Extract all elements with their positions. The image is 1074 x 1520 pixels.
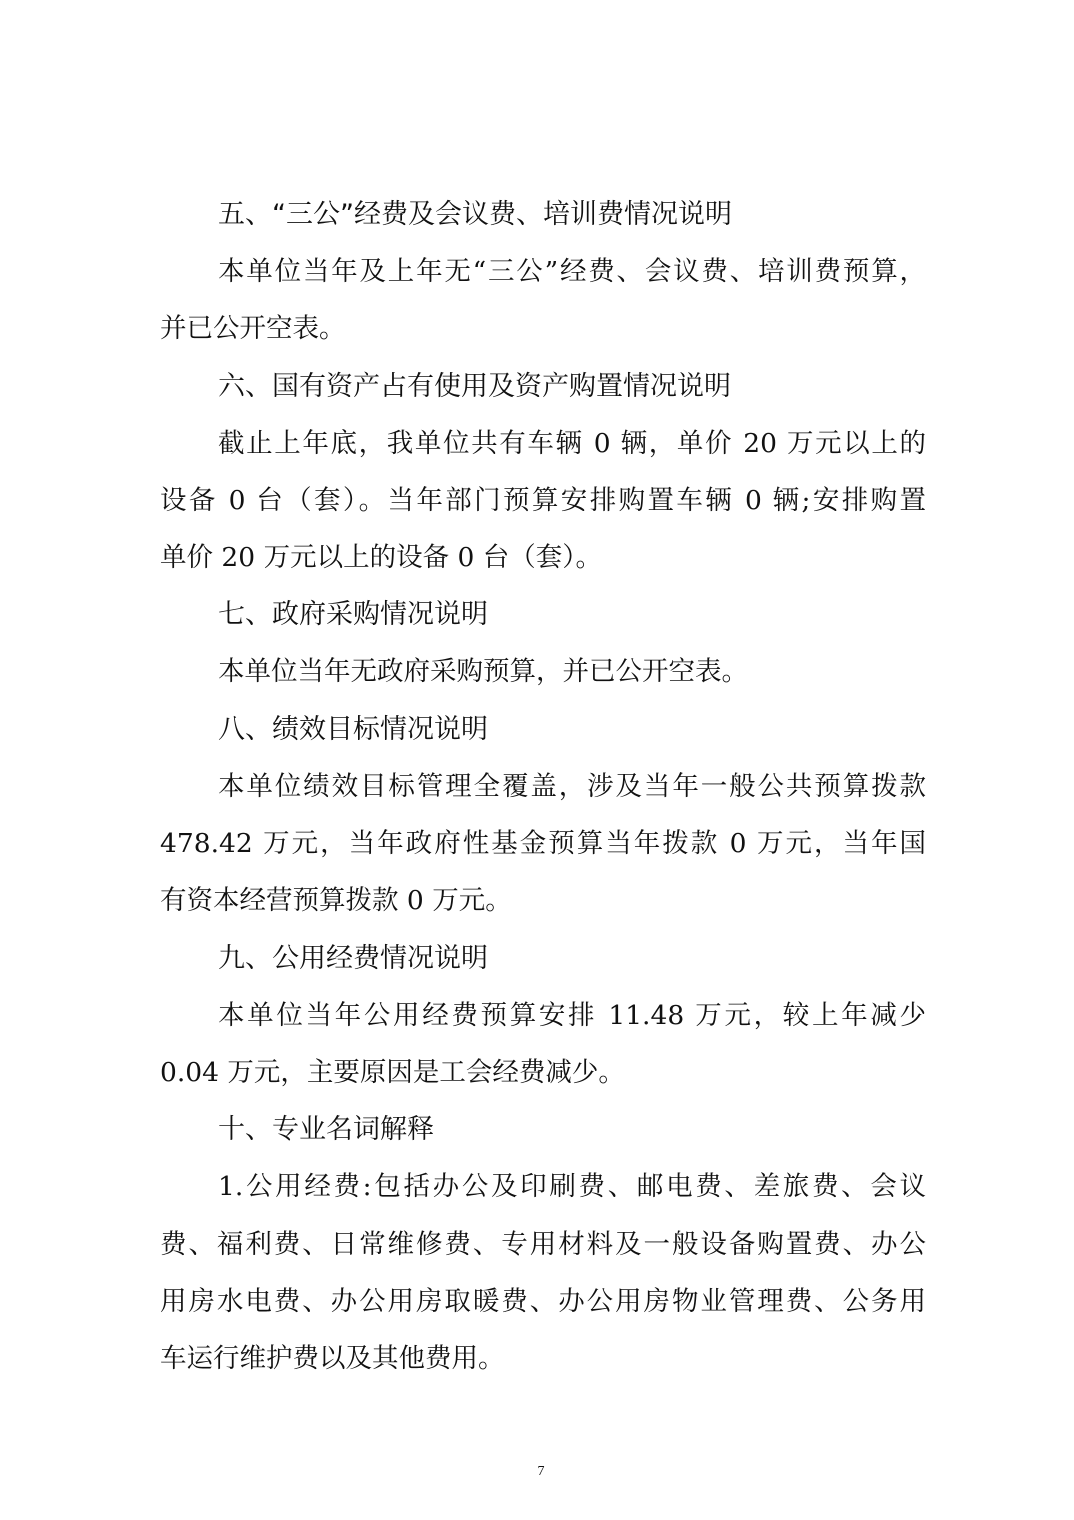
section-7: [160, 586, 926, 700]
paragraph-line: 设备 0 台（套）。当年部门预算安排购置车辆 0 辆;安排购置: [160, 484, 926, 516]
paragraph-line: 单价 20 万元以上的设备 0 台（套）。: [160, 542, 603, 574]
paragraph-line: 0.04 万元，主要原因是工会经费减少。: [160, 1056, 625, 1088]
paragraph-line: 车运行维护费以及其他费用。: [160, 1343, 505, 1375]
section-heading: 七、政府采购情况说明: [218, 599, 488, 631]
section-5: [160, 186, 926, 358]
section-paragraph: [160, 1158, 926, 1387]
section-heading: 六、国有资产占有使用及资产购置情况说明: [218, 370, 731, 402]
paragraph-line: 本单位当年无政府采购预算，并已公开空表。: [218, 656, 748, 688]
section-heading: 九、公用经费情况说明: [218, 942, 488, 974]
section-paragraph: [160, 987, 926, 1102]
section-heading: 八、绩效目标情况说明: [218, 713, 488, 745]
paragraph-line: 本单位当年及上年无“三公”经费、会议费、培训费预算，: [218, 256, 926, 287]
paragraph-line: 本单位绩效目标管理全覆盖，涉及当年一般公共预算拨款: [218, 770, 926, 802]
section-9: [160, 930, 926, 1102]
page-number: 7: [537, 1464, 545, 1479]
section-paragraph: [160, 643, 926, 700]
section-heading: 五、“三公”经费及会议费、培训费情况说明: [218, 199, 732, 230]
section-paragraph: [160, 758, 926, 930]
paragraph-line: 本单位当年公用经费预算安排 11.48 万元，较上年减少: [218, 999, 926, 1031]
section-6: [160, 358, 926, 587]
section-8: [160, 701, 926, 930]
section-paragraph: [160, 415, 926, 587]
paragraph-line: 用房水电费、办公用房取暖费、办公用房物业管理费、公务用: [160, 1285, 926, 1317]
document-page: [160, 186, 926, 1387]
paragraph-line: 1.公用经费:包括办公及印刷费、邮电费、差旅费、会议: [218, 1171, 926, 1203]
paragraph-line: 478.42 万元，当年政府性基金预算当年拨款 0 万元，当年国: [160, 828, 926, 860]
paragraph-line: 截止上年底，我单位共有车辆 0 辆，单价 20 万元以上的: [218, 427, 926, 459]
section-paragraph: [160, 243, 926, 358]
section-heading: 十、专业名词解释: [218, 1114, 434, 1146]
paragraph-line: 有资本经营预算拨款 0 万元。: [160, 885, 512, 917]
paragraph-line: 费、福利费、日常维修费、专用材料及一般设备购置费、办公: [160, 1228, 926, 1260]
paragraph-line: 并已公开空表。: [160, 313, 346, 345]
section-10: [160, 1101, 926, 1387]
